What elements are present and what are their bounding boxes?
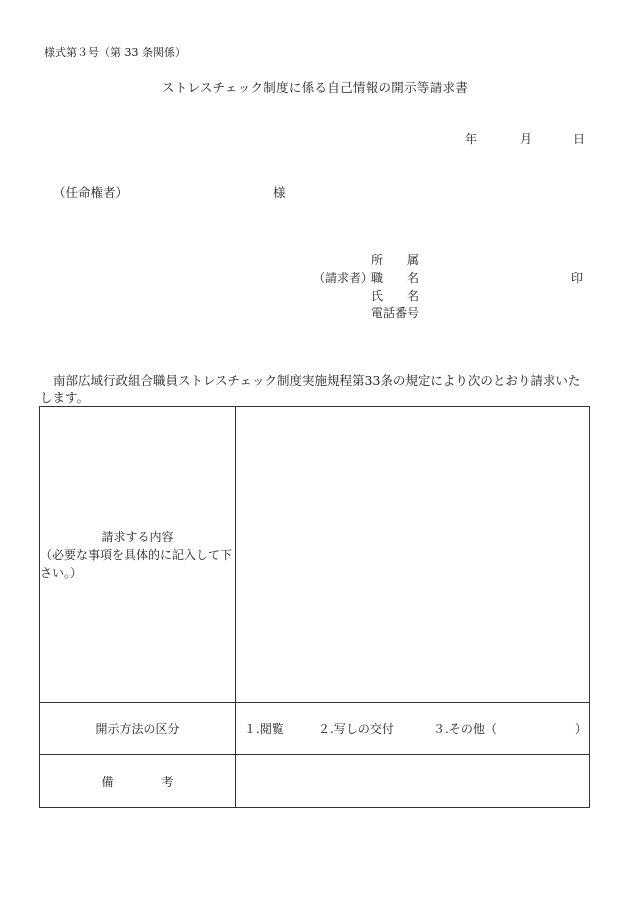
table-row <box>40 755 590 808</box>
option-other[interactable]: ３.その他（ <box>433 722 497 736</box>
table-row <box>40 407 590 703</box>
phone-label: 電話番号 <box>371 306 420 320</box>
option-copy[interactable]: ２.写しの交付 <box>318 722 394 736</box>
seal-mark: 印 <box>571 271 584 285</box>
request-statement: 南部広域行政組合職員ストレスチェック制度実施規程第33条の規定により次のとおり請求いたします。 <box>40 373 581 405</box>
affiliation-label: 所 属 <box>371 253 420 267</box>
job-title-label: 職 名 <box>371 271 420 285</box>
name-label: 氏 名 <box>371 289 420 303</box>
option-view[interactable]: １.閲覧 <box>244 722 284 736</box>
document-title: ストレスチェック制度に係る自己情報の開示等請求書 <box>161 80 469 95</box>
disclosure-method-options[interactable] <box>236 703 590 755</box>
request-content-field[interactable] <box>236 407 590 703</box>
remarks-label: 備 考 <box>40 755 236 808</box>
table-row <box>40 703 590 755</box>
request-content-label <box>40 407 236 703</box>
disclosure-method-label: 開示方法の区分 <box>40 703 236 755</box>
request-content-note: （必要な事項を具体的に記入して下さい。） <box>40 547 233 580</box>
addressee-label: （任命権者） <box>53 185 129 200</box>
form-number: 様式第３号（第 33 条関係） <box>44 46 186 59</box>
request-table <box>39 406 590 808</box>
date-month-label: 月 <box>520 132 533 146</box>
request-content-heading: 請求する内容 <box>101 529 174 544</box>
date-year-label: 年 <box>465 132 478 146</box>
remarks-field[interactable] <box>236 755 590 808</box>
option-other-close: ） <box>575 722 588 736</box>
requester-label: （請求者） <box>313 271 374 285</box>
date-day-label: 日 <box>573 132 586 146</box>
addressee-honorific: 様 <box>273 185 286 200</box>
